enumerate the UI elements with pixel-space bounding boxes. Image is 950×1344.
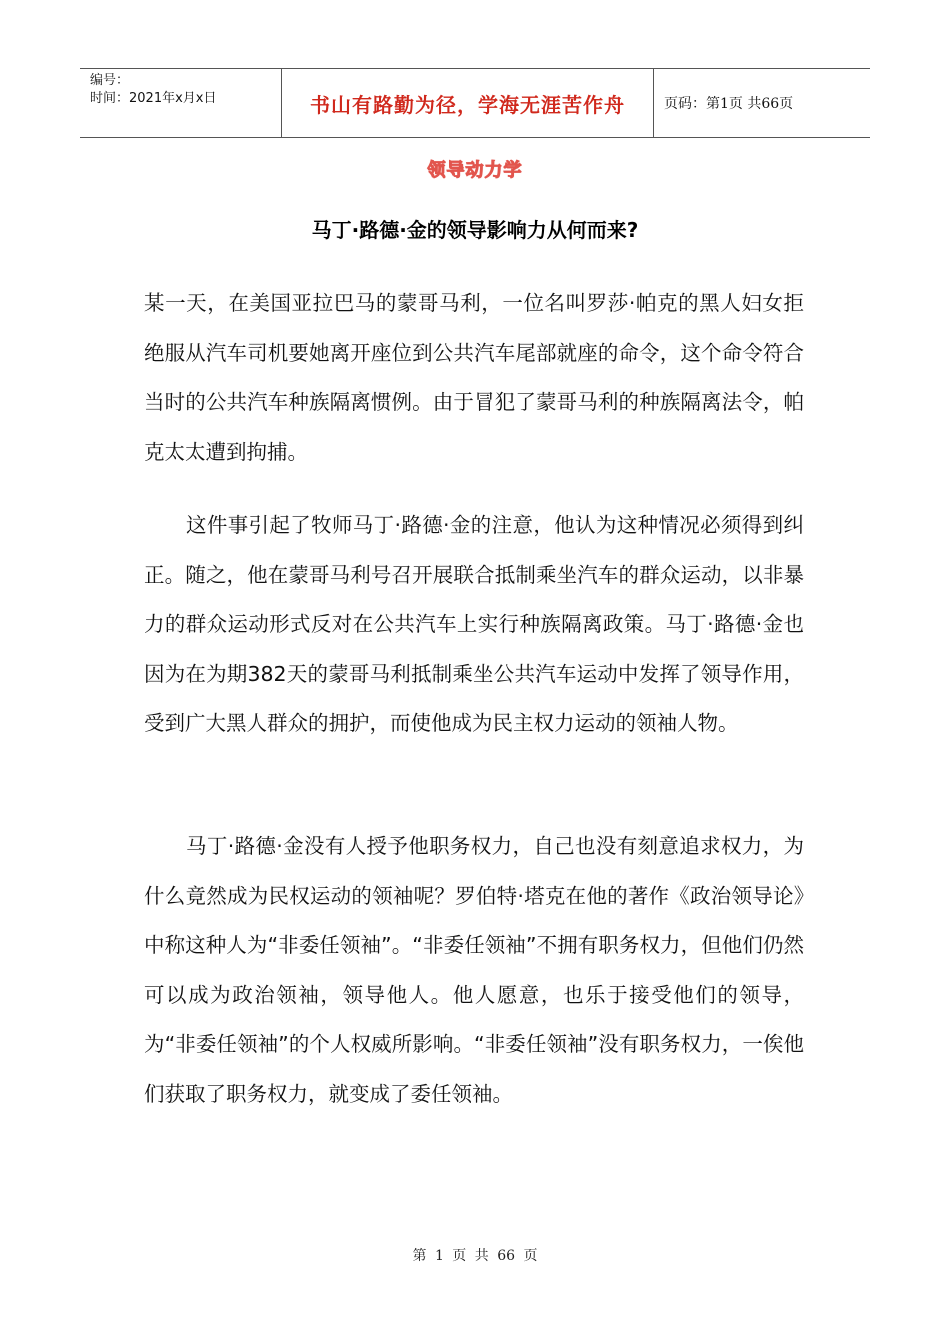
- motto-text: 书山有路勤为径，学海无涯苦作舟: [310, 92, 625, 117]
- paragraph-3: 马丁·路德·金没有人授予他职务权力，自己也没有刻意追求权力，为什么竟然成为民权运动的领袖呢？罗伯特·塔克在他的著作《政治领导论》中称这种人为“非委任领袖”。“非委任领袖”不拥有职务权力，但他们仍然可以成为政治领袖，领导他人。他人愿意，也乐于接受他们的领导，为“非委任领袖”的个人权威所影响。“非委任领袖”没有职务权力，一俟他们获取了职务权力，就变成了委任领袖。: [144, 834, 804, 1106]
- header-meta-cell: [80, 69, 282, 137]
- header-page-cell: [654, 69, 870, 137]
- section-title: 领导动力学: [427, 160, 523, 181]
- paragraph-1: 某一天，在美国亚拉巴马的蒙哥马利，一位名叫罗莎·帕克的黑人妇女拒绝服从汽车司机要她离开座位到公共汽车尾部就座的命令，这个命令符合当时的公共汽车种族隔离惯例。由于冒犯了蒙哥马利的种族隔离法令，帕克太太遭到拘捕。: [144, 291, 804, 464]
- number-label: 编号：: [90, 73, 130, 88]
- date-label: 时间：2021年x月x日: [90, 91, 217, 106]
- document-title: 马丁·路德·金的领导影响力从何而来?: [311, 218, 639, 242]
- page-footer: 第 1 页 共 66 页: [412, 1248, 538, 1264]
- header-motto-cell: [282, 69, 654, 137]
- paragraph-2: 这件事引起了牧师马丁·路德·金的注意，他认为这种情况必须得到纠正。随之，他在蒙哥马利号召开展联合抵制乘坐汽车的群众运动，以非暴力的群众运动形式反对在公共汽车上实行种族隔离政策。马丁·路德·金也因为在为期382天的蒙哥马利抵制乘坐公共汽车运动中发挥了领导作用，受到广大黑人群众的拥护，而使他成为民主权力运动的领袖人物。: [144, 513, 804, 735]
- page-info: 页码：第1页 共66页: [664, 96, 794, 112]
- header-table: [80, 68, 870, 138]
